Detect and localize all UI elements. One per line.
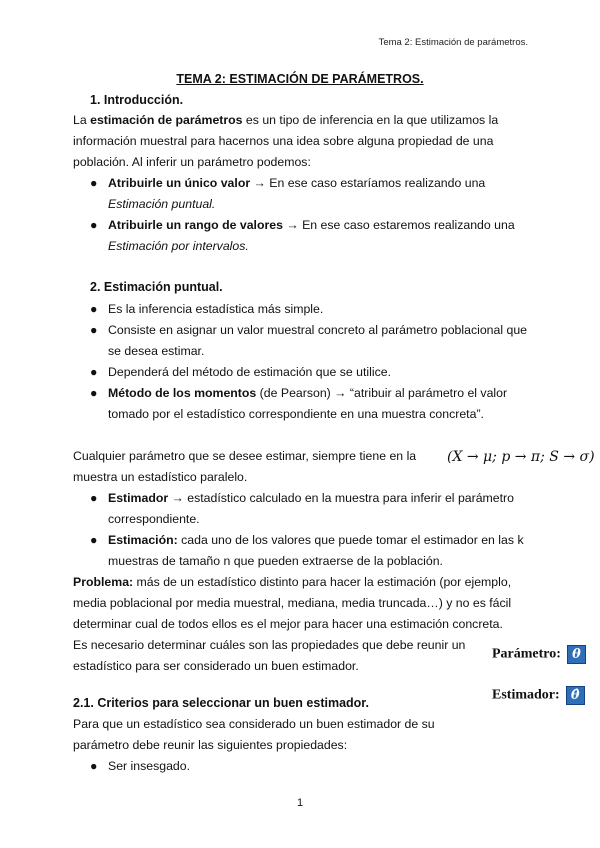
text-line: Ser insesgado.	[108, 759, 191, 773]
bullet-item	[108, 756, 528, 777]
text-line: media poblacional por media muestral, mediana, media truncada…) y no es fácil	[73, 596, 512, 610]
text-line: estadístico para ser considerado un buen estimador.	[73, 659, 359, 673]
term-estimacion: estimación de parámetros	[90, 113, 243, 127]
text-line: población. Al inferir un parámetro podemos:	[73, 155, 311, 169]
bullet-icon: ●	[90, 323, 98, 337]
bullet-icon: ●	[90, 365, 98, 379]
problema-label: Problema:	[73, 575, 134, 589]
document-title: TEMA 2: ESTIMACIÓN DE PARÁMETROS.	[176, 72, 424, 86]
text-run: La	[73, 113, 91, 127]
text-run: → En ese caso estaríamos realizando una	[250, 176, 486, 190]
bullet-italic: Estimación por intervalos.	[108, 239, 249, 253]
bullet-icon: ●	[90, 218, 98, 232]
bullet-item	[108, 530, 528, 572]
bullet-icon: ●	[90, 386, 98, 400]
bullet-item	[108, 383, 528, 425]
bullet-item	[108, 299, 528, 320]
text-line: determinar cual de todos ellos es el mejor para hacer una estimación concreta.	[73, 617, 503, 631]
text-line: Dependerá del método de estimación que se utilice.	[108, 365, 392, 379]
paragraph-criterios	[73, 714, 527, 756]
text-line: Cualquier parámetro que se desee estimar, siempre tiene en la	[73, 449, 417, 463]
text-line: se desea estimar.	[108, 344, 205, 358]
text-run: cada uno de los valores que puede tomar el estimador en las k	[177, 533, 524, 547]
text-run: (de Pearson) → “atribuir al parámetro el valor	[256, 386, 508, 400]
paragraph-problema	[73, 572, 527, 677]
estimador-label	[492, 686, 585, 705]
section-2-heading: 2. Estimación puntual.	[90, 280, 223, 294]
page-number: 1	[296, 797, 304, 809]
bullet-item	[108, 488, 528, 530]
text-run: → estadístico calculado en la muestra para inferir el parámetro	[168, 491, 514, 505]
bullet-icon: ●	[90, 176, 98, 190]
parametro-label	[492, 645, 586, 664]
section-2-1-heading: 2.1. Criterios para seleccionar un buen estimador.	[73, 696, 369, 710]
bullet-italic: Estimación puntual.	[108, 197, 216, 211]
bullet-bold: Método de los momentos	[108, 386, 257, 400]
text-line: Para que un estadístico sea considerado un buen estimador de su	[73, 717, 435, 731]
bullet-item	[108, 215, 528, 257]
theta-icon: θ	[567, 645, 586, 664]
bullet-bold: Atribuirle un único valor	[108, 176, 251, 190]
text-line: parámetro debe reunir las siguientes propiedades:	[73, 738, 348, 752]
text-line: Es la inferencia estadística más simple.	[108, 302, 324, 316]
text-run: → En ese caso estaremos realizando una	[282, 218, 515, 232]
bullet-bold: Estimador	[108, 491, 169, 505]
bullet-item	[108, 173, 528, 215]
paragraph-parametro	[73, 446, 443, 488]
text-line: muestra un estadístico paralelo.	[73, 470, 248, 484]
bullet-icon: ●	[90, 533, 98, 547]
text-line: Consiste en asignar un valor muestral concreto al parámetro poblacional que	[108, 323, 528, 337]
text-run: más de un estadístico distinto para hacer la estimación (por ejemplo,	[133, 575, 512, 589]
bullet-icon: ●	[90, 302, 98, 316]
estimador-text: Estimador:	[492, 687, 560, 703]
bullet-item	[108, 362, 528, 383]
intro-paragraph	[73, 110, 527, 173]
text-line: tomado por el estadístico correspondiente en una muestra concreta”.	[108, 407, 484, 421]
parametro-text: Parámetro:	[492, 646, 561, 662]
theta-hat-icon: θ̂	[566, 686, 585, 705]
running-header: Tema 2: Estimación de parámetros.	[378, 37, 528, 48]
bullet-bold: Atribuirle un rango de valores	[108, 218, 283, 232]
bullet-icon: ●	[90, 759, 98, 773]
text-line: correspondiente.	[108, 512, 200, 526]
section-1-heading: 1. Introducción.	[90, 93, 184, 107]
text-line: muestras de tamaño n que pueden extraerse de la población.	[108, 554, 443, 568]
formula-correspondences: (X → μ; p → π; S → σ)	[447, 449, 595, 465]
text-line: información muestral para hacernos una idea sobre alguna propiedad de una	[73, 134, 494, 148]
bullet-item	[108, 320, 528, 362]
bullet-icon: ●	[90, 491, 98, 505]
bullet-bold: Estimación:	[108, 533, 178, 547]
text-line: Es necesario determinar cuáles son las propiedades que debe reunir un	[73, 638, 466, 652]
text-run: es un tipo de inferencia en la que utilizamos la	[242, 113, 499, 127]
